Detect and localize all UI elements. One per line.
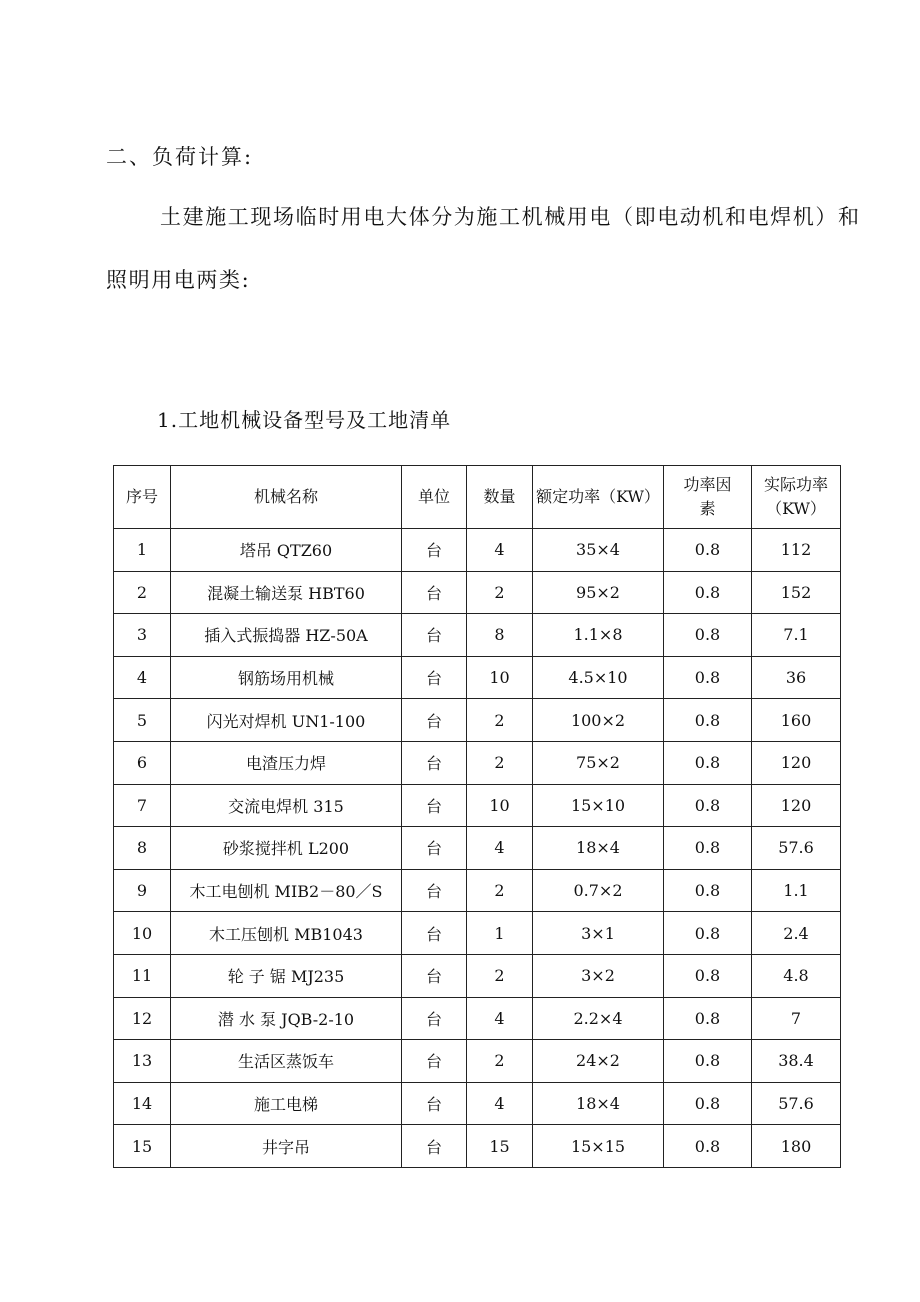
cell-actual-power: 152 [752,571,841,614]
cell-unit: 台 [402,827,467,870]
table-body [114,529,841,1168]
cell-quantity: 10 [467,784,533,827]
cell-power-factor: 0.8 [664,614,752,657]
cell-unit: 台 [402,912,467,955]
header-index: 序号 [114,466,171,529]
cell-index: 13 [114,1040,171,1083]
cell-index: 8 [114,827,171,870]
cell-machine-name: 闪光对焊机 UN1-100 [171,699,402,742]
table-row [114,529,841,572]
cell-rated-power: 15×15 [533,1125,664,1168]
cell-quantity: 2 [467,954,533,997]
cell-power-factor: 0.8 [664,699,752,742]
cell-rated-power: 35×4 [533,529,664,572]
cell-index: 12 [114,997,171,1040]
header-quantity: 数量 [467,466,533,529]
cell-unit: 台 [402,869,467,912]
table-row [114,656,841,699]
cell-actual-power: 57.6 [752,827,841,870]
table-row [114,614,841,657]
cell-machine-name: 钢筋场用机械 [171,656,402,699]
cell-quantity: 10 [467,656,533,699]
cell-quantity: 4 [467,1082,533,1125]
cell-index: 2 [114,571,171,614]
table-row [114,1082,841,1125]
table-row [114,1040,841,1083]
cell-machine-name: 轮 子 锯 MJ235 [171,954,402,997]
cell-quantity: 8 [467,614,533,657]
cell-machine-name: 生活区蒸饭车 [171,1040,402,1083]
cell-rated-power: 18×4 [533,827,664,870]
cell-unit: 台 [402,656,467,699]
cell-machine-name: 木工电刨机 MIB2－80／S [171,869,402,912]
cell-power-factor: 0.8 [664,1125,752,1168]
cell-rated-power: 0.7×2 [533,869,664,912]
cell-machine-name: 砂浆搅拌机 L200 [171,827,402,870]
cell-rated-power: 15×10 [533,784,664,827]
cell-index: 4 [114,656,171,699]
cell-unit: 台 [402,571,467,614]
header-unit: 单位 [402,466,467,529]
cell-power-factor: 0.8 [664,954,752,997]
cell-quantity: 2 [467,699,533,742]
cell-actual-power: 38.4 [752,1040,841,1083]
cell-actual-power: 120 [752,784,841,827]
cell-quantity: 15 [467,1125,533,1168]
table-row [114,954,841,997]
cell-quantity: 4 [467,827,533,870]
table-caption: 1.工地机械设备型号及工地清单 [157,408,452,432]
cell-machine-name: 木工压刨机 MB1043 [171,912,402,955]
cell-rated-power: 3×1 [533,912,664,955]
cell-index: 14 [114,1082,171,1125]
cell-power-factor: 0.8 [664,1082,752,1125]
cell-machine-name: 混凝土输送泵 HBT60 [171,571,402,614]
table-row [114,827,841,870]
cell-rated-power: 1.1×8 [533,614,664,657]
cell-index: 7 [114,784,171,827]
cell-rated-power: 18×4 [533,1082,664,1125]
cell-unit: 台 [402,529,467,572]
cell-actual-power: 160 [752,699,841,742]
cell-machine-name: 潜 水 泵 JQB-2-10 [171,997,402,1040]
table-row [114,1125,841,1168]
cell-unit: 台 [402,997,467,1040]
table-row [114,571,841,614]
cell-unit: 台 [402,784,467,827]
cell-machine-name: 电渣压力焊 [171,741,402,784]
cell-power-factor: 0.8 [664,784,752,827]
cell-index: 9 [114,869,171,912]
cell-unit: 台 [402,699,467,742]
cell-power-factor: 0.8 [664,912,752,955]
cell-actual-power: 7 [752,997,841,1040]
cell-index: 5 [114,699,171,742]
cell-power-factor: 0.8 [664,571,752,614]
cell-machine-name: 施工电梯 [171,1082,402,1125]
cell-unit: 台 [402,741,467,784]
intro-paragraph-line1: 土建施工现场临时用电大体分为施工机械用电（即电动机和电焊机）和 [160,205,861,229]
table-row [114,869,841,912]
table-row [114,741,841,784]
header-actual-power: 实际功率（KW） [752,466,841,529]
table-row [114,784,841,827]
cell-actual-power: 57.6 [752,1082,841,1125]
intro-paragraph-line2: 照明用电两类: [106,268,251,292]
cell-rated-power: 4.5×10 [533,656,664,699]
cell-unit: 台 [402,954,467,997]
table-row [114,912,841,955]
table-row [114,997,841,1040]
cell-power-factor: 0.8 [664,827,752,870]
cell-unit: 台 [402,1125,467,1168]
cell-machine-name: 交流电焊机 315 [171,784,402,827]
cell-actual-power: 4.8 [752,954,841,997]
cell-quantity: 2 [467,571,533,614]
table-header-row [114,466,841,529]
cell-unit: 台 [402,614,467,657]
cell-actual-power: 36 [752,656,841,699]
header-machine-name: 机械名称 [171,466,402,529]
cell-machine-name: 井字吊 [171,1125,402,1168]
cell-power-factor: 0.8 [664,869,752,912]
cell-index: 11 [114,954,171,997]
cell-actual-power: 1.1 [752,869,841,912]
cell-actual-power: 2.4 [752,912,841,955]
cell-unit: 台 [402,1040,467,1083]
cell-actual-power: 120 [752,741,841,784]
cell-power-factor: 0.8 [664,741,752,784]
cell-index: 1 [114,529,171,572]
cell-quantity: 4 [467,997,533,1040]
section-heading: 二、负荷计算: [106,145,254,169]
equipment-table [113,465,841,1168]
cell-unit: 台 [402,1082,467,1125]
cell-quantity: 2 [467,1040,533,1083]
cell-power-factor: 0.8 [664,656,752,699]
header-rated-power: 额定功率（KW） [533,466,664,529]
cell-index: 10 [114,912,171,955]
cell-rated-power: 3×2 [533,954,664,997]
cell-actual-power: 7.1 [752,614,841,657]
cell-rated-power: 100×2 [533,699,664,742]
cell-power-factor: 0.8 [664,997,752,1040]
cell-index: 3 [114,614,171,657]
cell-rated-power: 24×2 [533,1040,664,1083]
cell-machine-name: 插入式振捣器 HZ-50A [171,614,402,657]
table-row [114,699,841,742]
cell-power-factor: 0.8 [664,1040,752,1083]
cell-machine-name: 塔吊 QTZ60 [171,529,402,572]
cell-quantity: 1 [467,912,533,955]
cell-index: 15 [114,1125,171,1168]
cell-actual-power: 112 [752,529,841,572]
cell-rated-power: 2.2×4 [533,997,664,1040]
cell-rated-power: 75×2 [533,741,664,784]
cell-rated-power: 95×2 [533,571,664,614]
cell-quantity: 2 [467,869,533,912]
cell-index: 6 [114,741,171,784]
cell-quantity: 4 [467,529,533,572]
cell-quantity: 2 [467,741,533,784]
header-power-factor: 功率因素 [664,466,752,529]
cell-power-factor: 0.8 [664,529,752,572]
cell-actual-power: 180 [752,1125,841,1168]
